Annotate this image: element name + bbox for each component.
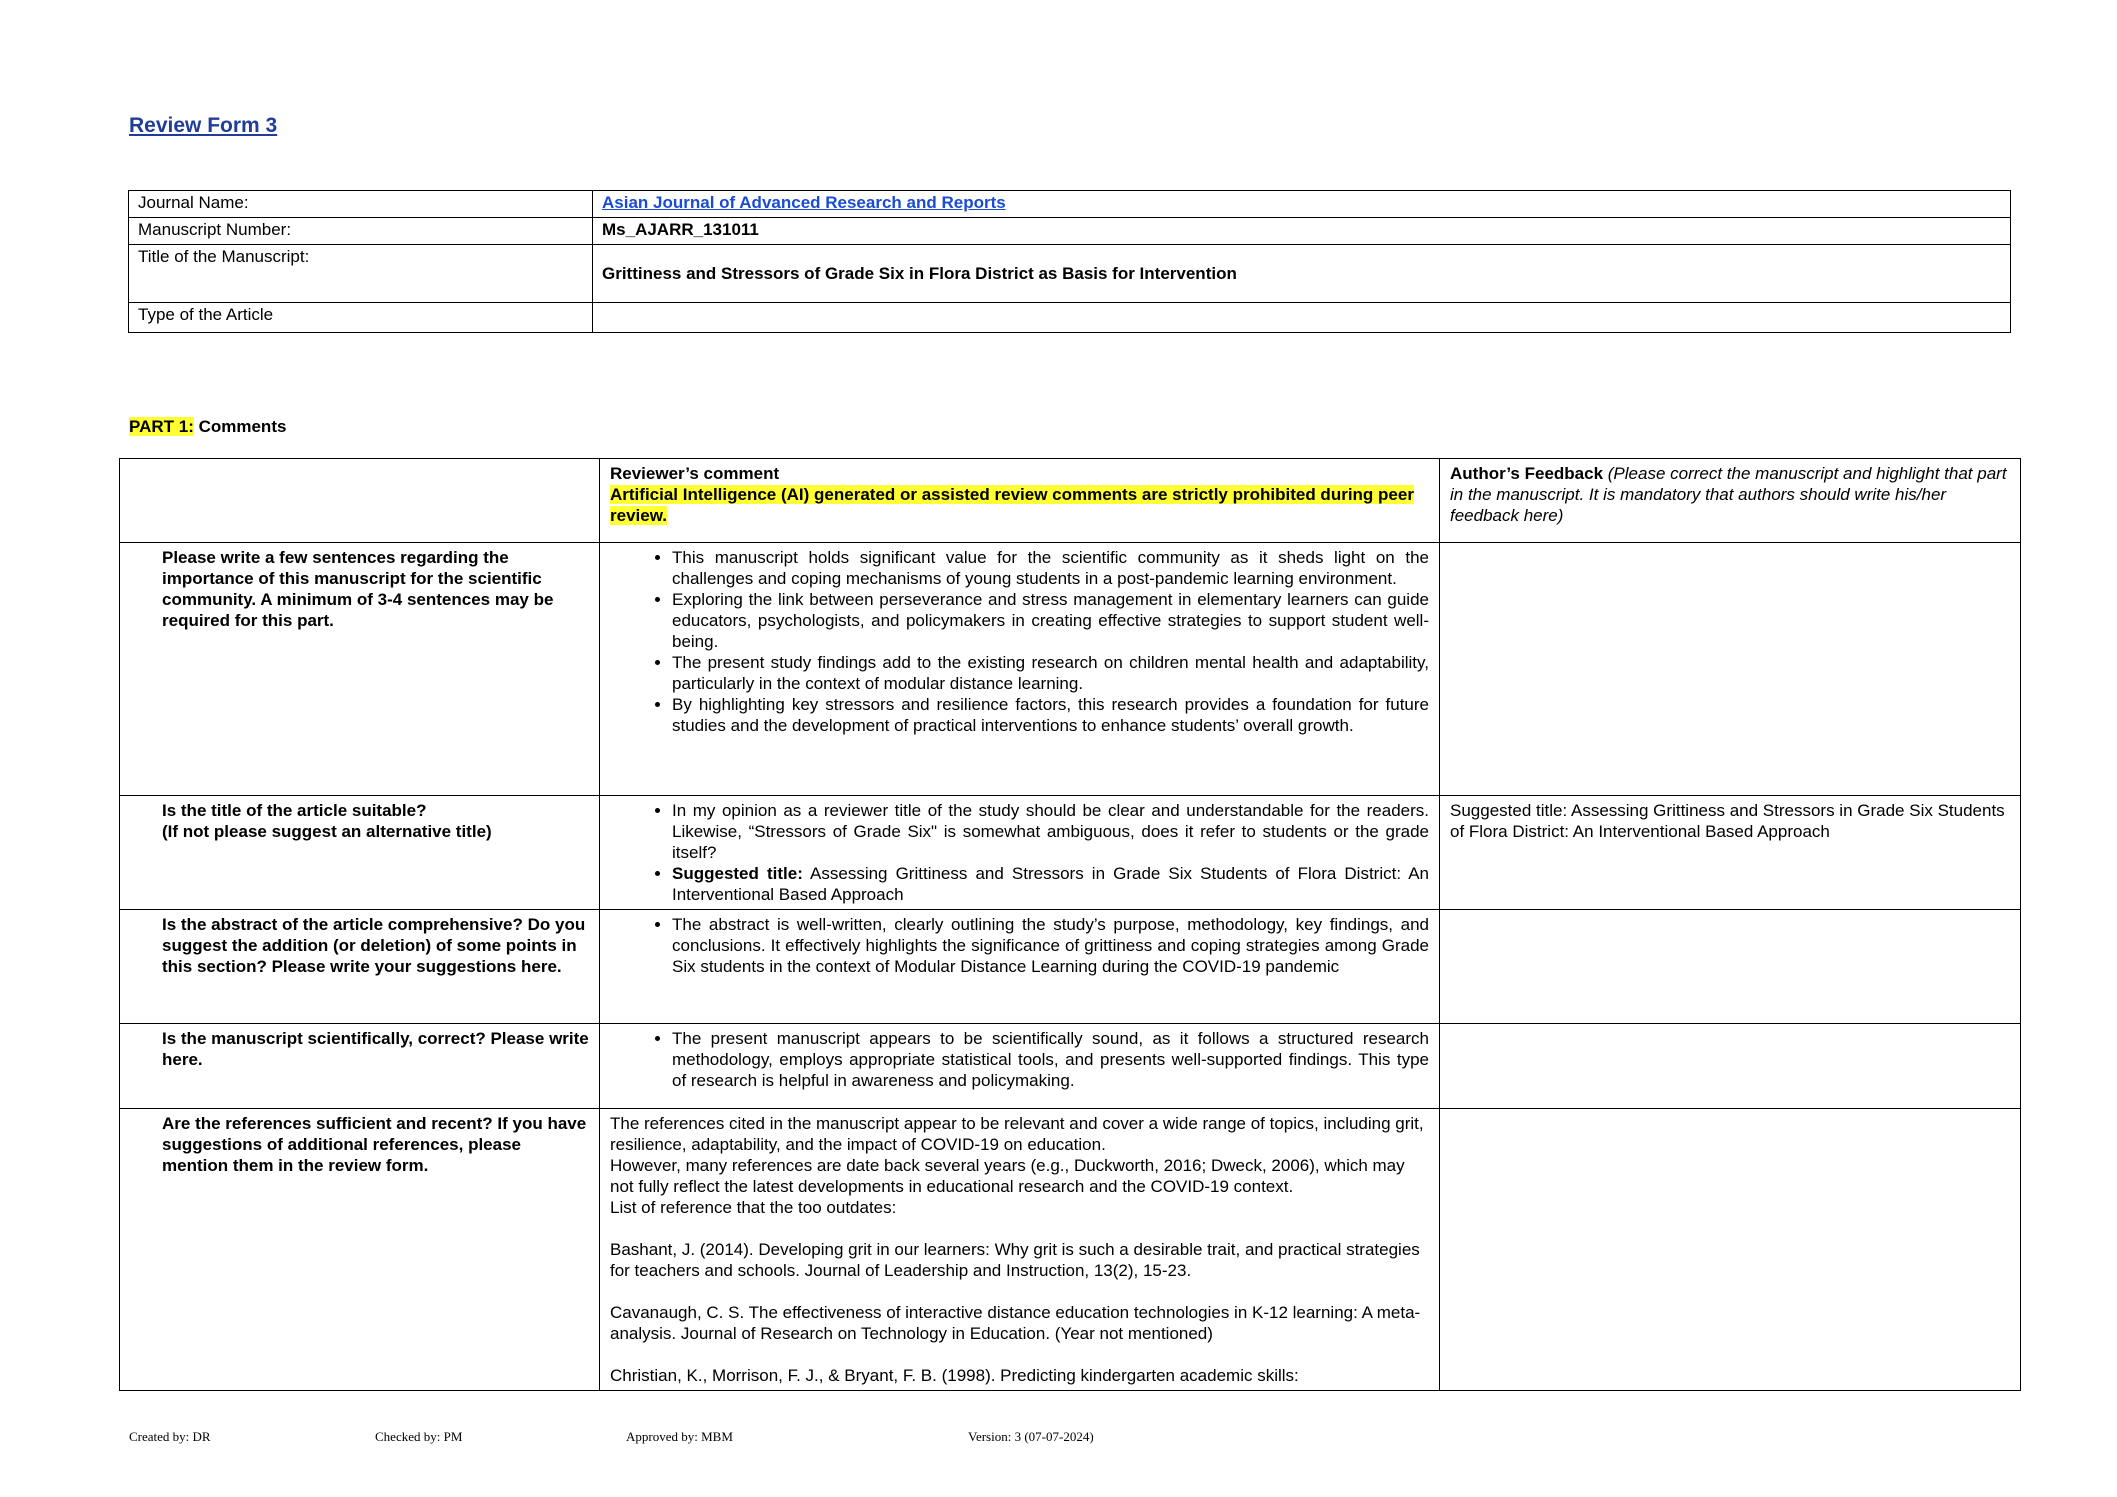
question-title-line1: Is the title of the article suitable? [162, 801, 427, 820]
reference-entry: Christian, K., Morrison, F. J., & Bryant, F. B. (1998). Predicting kindergarten academic skills: [610, 1366, 1299, 1385]
title-row [129, 245, 2011, 303]
form-title: Review Form 3 [129, 114, 278, 137]
table-row [120, 1109, 2021, 1391]
manuscript-number: Ms_AJARR_131011 [593, 218, 2011, 245]
reviewer-comment [600, 1109, 1440, 1391]
reviewer-comment-title: Reviewer’s comment [610, 464, 780, 483]
table-row [120, 796, 2021, 910]
references-paragraph: However, many references are date back several years (e.g., Duckworth, 2016; Dweck, 2006), which may not fully reflect the latest developments in educational research and the COVID-19 context. [610, 1156, 1405, 1196]
list-item: • The present manuscript appears to be scientifically sound, as it follows a structured research methodology, employs appropriate statistical tools, and presents well-supported findings. This type of research is helpful in awareness and policymaking. [672, 1028, 1429, 1091]
reference-entry: Bashant, J. (2014). Developing grit in our learners: Why grit is such a desirable trait, and practical strategies for teachers and schools. Journal of Leadership and Instruction, 13(2), 15-23. [610, 1240, 1420, 1280]
references-paragraph: The references cited in the manuscript appear to be relevant and cover a wide range of topics, including grit, resilience, adaptability, and the impact of COVID-19 on education. [610, 1114, 1424, 1154]
question-references: Are the references sufficient and recent? If you have suggestions of additional references, please mention them in the review form. [120, 1109, 600, 1391]
author-feedback-cell[interactable] [1440, 1024, 2021, 1109]
suggested-title-label: Suggested title: [672, 864, 803, 883]
part1-heading [129, 417, 286, 437]
list-item: • The present study findings add to the existing research on children mental health and adaptability, particularly in the context of modular distance learning. [672, 652, 1429, 694]
reviewer-comment [600, 543, 1440, 796]
list-item: • The abstract is well-written, clearly outlining the study’s purpose, methodology, key findings, and conclusions. It effectively highlights the significance of grittiness and coping strategies among Grade Six students in the context of Modular Distance Learning during the COVID-19 pandemic [672, 914, 1429, 977]
footer-checked: Checked by: PM [375, 1429, 463, 1444]
footer-version: Version: 3 (07-07-2024) [968, 1429, 1094, 1444]
references-paragraph: List of reference that the too outdates: [610, 1198, 897, 1217]
question-abstract: Is the abstract of the article comprehensive? Do you suggest the addition (or deletion) of some points in this section? Please write your suggestions here. [120, 910, 600, 1024]
table-row [120, 543, 2021, 796]
journal-cell [593, 191, 2011, 218]
manuscript-info-table [128, 190, 2011, 333]
journal-row [129, 191, 2011, 218]
number-row [129, 218, 2011, 245]
suggested-title-text: Assessing Grittiness and Stressors in Grade Six Students of Flora District: An Interventional Based Approach [672, 864, 1429, 904]
reference-entry: Cavanaugh, C. S. The effectiveness of interactive distance education technologies in K-12 learning: A meta-analysis. Journal of Research on Technology in Education. (Year not mentioned) [610, 1303, 1421, 1343]
list-item: • By highlighting key stressors and resilience factors, this research provides a foundation for future studies and the development of practical interventions to enhance students’ overall growth. [672, 694, 1429, 736]
reviewer-comment [600, 1024, 1440, 1109]
question-scientific: Is the manuscript scientifically, correct? Please write here. [120, 1024, 600, 1109]
manuscript-title: Grittiness and Stressors of Grade Six in Flora District as Basis for Intervention [593, 245, 2011, 303]
journal-label: Journal Name: [129, 191, 593, 218]
author-feedback-title: Author’s Feedback [1450, 464, 1604, 483]
list-item: • In my opinion as a reviewer title of the study should be clear and understandable for the readers. Likewise, “Stressors of Grade Six" is somewhat ambiguous, does it refer to students or the grade itself? [672, 800, 1429, 863]
type-row [129, 303, 2011, 333]
question-title-line2: (If not please suggest an alternative title) [162, 822, 492, 841]
ai-warning: Artificial Intelligence (AI) generated or assisted review comments are strictly prohibited during peer review. [610, 485, 1414, 525]
table-row [120, 1024, 2021, 1109]
author-feedback-cell[interactable] [1440, 910, 2021, 1024]
title-label: Title of the Manuscript: [129, 245, 593, 303]
question-title [120, 796, 600, 910]
review-comments-table [119, 458, 2021, 1391]
header-row [120, 459, 2021, 543]
list-item: • This manuscript holds significant value for the scientific community as it sheds light on the challenges and coping mechanisms of young students in a post-pandemic learning environment. [672, 547, 1429, 589]
number-label: Manuscript Number: [129, 218, 593, 245]
journal-link[interactable]: Asian Journal of Advanced Research and Reports [602, 193, 1006, 212]
list-item [672, 863, 1429, 905]
part1-label: Comments [193, 417, 287, 436]
question-importance: Please write a few sentences regarding the importance of this manuscript for the scientific community. A minimum of 3-4 sentences may be required for this part. [120, 543, 600, 796]
footer-approved: Approved by: MBM [626, 1429, 733, 1444]
article-type [593, 303, 2011, 333]
reviewer-comment [600, 796, 1440, 910]
reviewer-comment [600, 910, 1440, 1024]
author-feedback-cell[interactable] [1440, 543, 2021, 796]
author-feedback-note: (Please correct the manuscript and highlight that part in the manuscript. It is mandatory that authors should write his/her feedback here) [1450, 464, 2007, 525]
reviewer-header-cell [600, 459, 1440, 543]
author-header-cell [1440, 459, 2021, 543]
table-row [120, 910, 2021, 1024]
part1-tag: PART 1: [129, 417, 194, 436]
author-feedback-cell[interactable]: Suggested title: Assessing Grittiness and Stressors in Grade Six Students of Flora District: An Interventional Based Approach [1440, 796, 2021, 910]
empty-header-cell [120, 459, 600, 543]
footer-created: Created by: DR [129, 1429, 211, 1444]
type-label: Type of the Article [129, 303, 593, 333]
author-feedback-cell[interactable] [1440, 1109, 2021, 1391]
list-item: • Exploring the link between perseverance and stress management in elementary learners can guide educators, psychologists, and policymakers in creating effective strategies to support student well-being. [672, 589, 1429, 652]
